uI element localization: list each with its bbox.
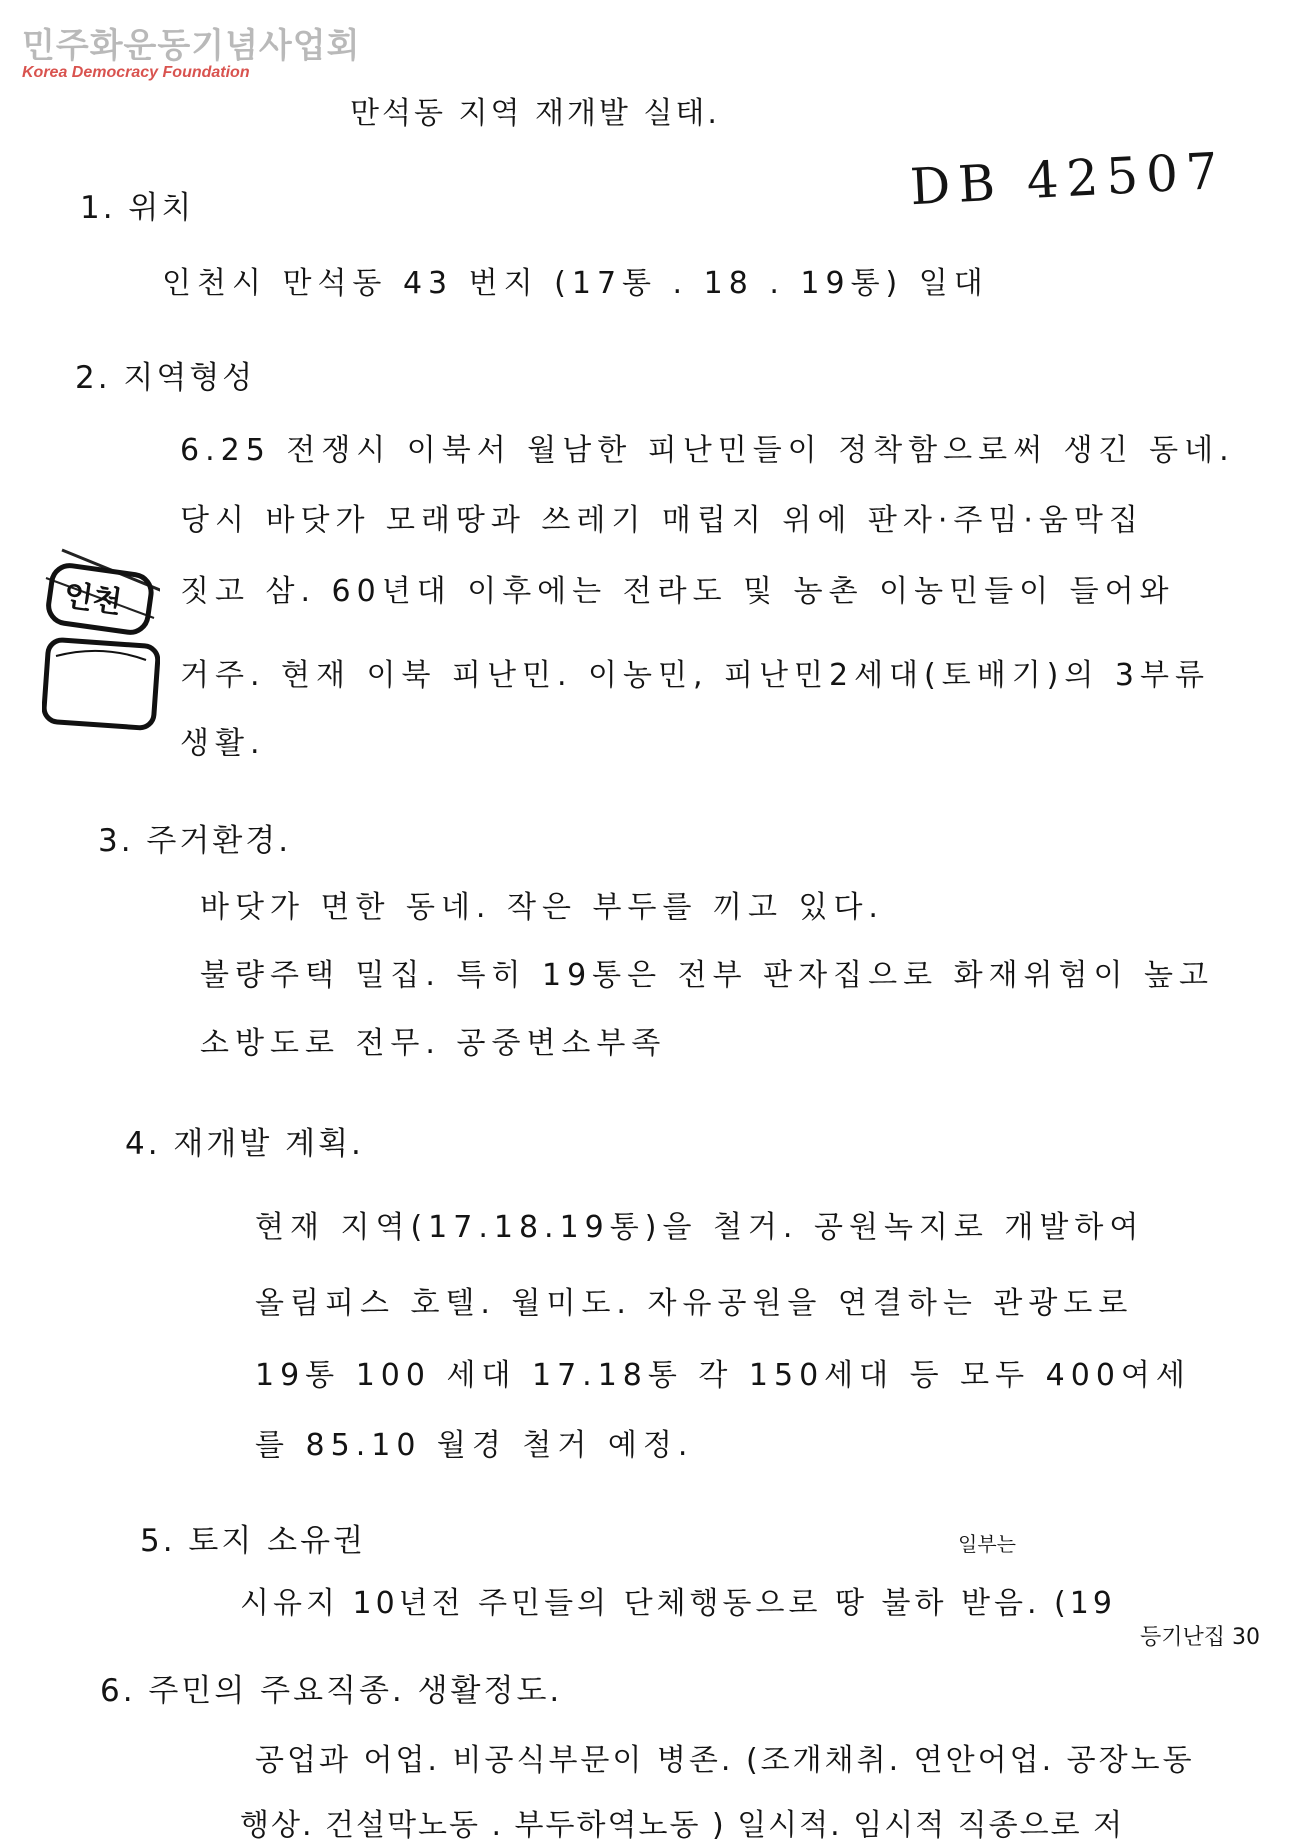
watermark-korean: 민주화운동기념사업회 bbox=[22, 26, 361, 66]
watermark-english: Korea Democracy Foundation bbox=[22, 64, 250, 81]
section-4-line-4: 를 85.10 월경 철거 예정. bbox=[255, 1428, 694, 1463]
incheon-stamp bbox=[42, 548, 160, 733]
section-4-line-2: 올림피스 호텔. 월미도. 자유공원을 연결하는 관광도로 bbox=[255, 1286, 1134, 1321]
section-4-line-1: 현재 지역(17.18.19통)을 철거. 공원녹지로 개발하여 bbox=[255, 1210, 1145, 1245]
section-2-line-1: 6.25 전쟁시 이북서 월남한 피난민들이 정착함으로써 생긴 동네. bbox=[180, 433, 1235, 468]
section-2-line-5: 생활. bbox=[180, 726, 266, 761]
section-4-line-3: 19통 100 세대 17.18통 각 150세대 등 모두 400여세 bbox=[255, 1358, 1191, 1393]
section-1-line-1: 인천시 만석동 43 번지 (17통 . 18 . 19통) 일대 bbox=[162, 266, 989, 301]
section-6-line-2: 행상. 건설막노동 . 부두하역노동 ) 일시적. 임시적 직종으로 저 bbox=[240, 1808, 1125, 1843]
section-3-line-2: 불량주택 밀집. 특히 19통은 전부 판자집으로 화재위험이 높고 bbox=[200, 958, 1214, 993]
document-number: DB 42507 bbox=[908, 141, 1228, 217]
section-1-heading: 1. 위치 bbox=[80, 190, 195, 226]
section-3-heading: 3. 주거환경. bbox=[98, 823, 292, 859]
section-2-line-2: 당시 바닷가 모래땅과 쓰레기 매립지 위에 판자·주밈·움막집 bbox=[180, 503, 1144, 538]
section-3-line-1: 바닷가 면한 동네. 작은 부두를 끼고 있다. bbox=[200, 890, 884, 925]
section-5-line-1: 시유지 10년전 주민들의 단체행동으로 땅 불하 받음. (19 bbox=[240, 1586, 1116, 1621]
section-6-heading: 6. 주민의 주요직종. 생활정도. bbox=[100, 1673, 563, 1709]
insertion-note: 일부는 bbox=[958, 1532, 1016, 1556]
section-4-heading: 4. 재개발 계획. bbox=[125, 1126, 364, 1162]
margin-note: 등기난집 30 bbox=[1140, 1625, 1260, 1650]
document-title: 만석동 지역 재개발 실태. bbox=[350, 96, 720, 131]
section-2-heading: 2. 지역형성 bbox=[75, 360, 256, 396]
section-2-line-4: 거주. 현재 이북 피난민. 이농민, 피난민2세대(토배기)의 3부류 bbox=[180, 658, 1210, 693]
section-3-line-3: 소방도로 전무. 공중변소부족 bbox=[200, 1026, 667, 1061]
svg-text:인천: 인천 bbox=[61, 578, 124, 621]
section-6-line-1: 공업과 어업. 비공식부문이 병존. (조개채취. 연안어업. 공장노동 bbox=[255, 1743, 1195, 1778]
section-2-line-3: 짓고 삼. 60년대 이후에는 전라도 및 농촌 이농민들이 들어와 bbox=[180, 574, 1175, 609]
section-5-heading: 5. 토지 소유권 bbox=[140, 1523, 367, 1559]
